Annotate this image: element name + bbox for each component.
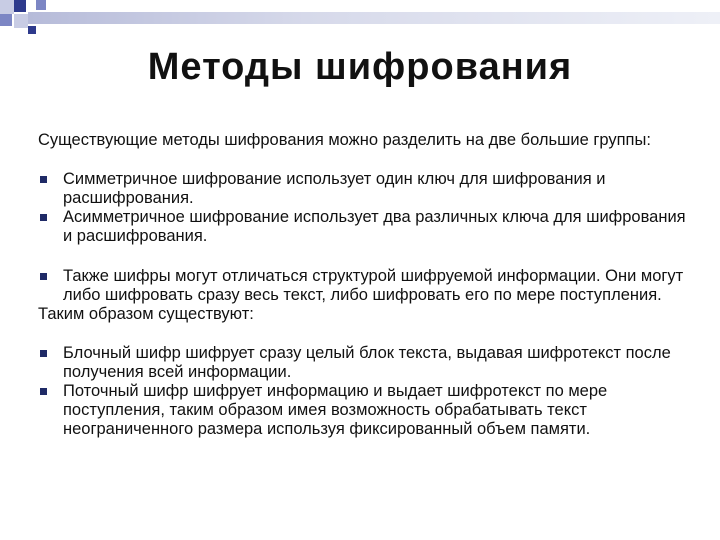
bullet-square-icon xyxy=(40,214,47,221)
list-item-text: Также шифры могут отличаться структурой шифруемой информации. Они могут либо шифровать сразу весь текст, либо шифровать его по мере поступления. xyxy=(63,267,684,304)
list-item-text: Блочный шифр шифрует сразу целый блок текста, выдавая шифротекст после получения всей информации. xyxy=(63,344,671,381)
list-item-text: Симметричное шифрование использует один ключ для шифрования и расшифрования. xyxy=(63,170,606,207)
deco-square xyxy=(0,14,12,26)
intro-text: Существующие методы шифрования можно разделить на две большие группы: xyxy=(38,131,651,149)
list-item-text: Поточный шифр шифрует информацию и выдает шифротекст по мере поступления, таким образом имея возможность обрабатывать текст неограниченного размера используя фиксированный объем памяти. xyxy=(63,382,608,438)
corner-decoration xyxy=(0,0,720,40)
header-strip xyxy=(28,12,720,24)
list-item xyxy=(38,267,688,305)
list-item xyxy=(38,208,688,246)
bullet-square-icon xyxy=(40,273,47,280)
list-item xyxy=(38,382,688,439)
slide-body xyxy=(38,131,688,439)
list-item xyxy=(38,344,688,382)
deco-square xyxy=(14,14,28,28)
deco-square xyxy=(36,0,46,10)
deco-square xyxy=(0,0,14,14)
list-item-text: Асимметричное шифрование использует два различных ключа для шифрования и расшифрования. xyxy=(63,208,686,245)
deco-square xyxy=(14,0,26,12)
slide-title: Методы шифрования xyxy=(147,46,573,88)
list-item xyxy=(38,170,688,208)
bullet-square-icon xyxy=(40,388,47,395)
summary-text: Таким образом существуют: xyxy=(38,305,254,323)
bullet-square-icon xyxy=(40,176,47,183)
deco-square xyxy=(28,26,36,34)
bullet-square-icon xyxy=(40,350,47,357)
